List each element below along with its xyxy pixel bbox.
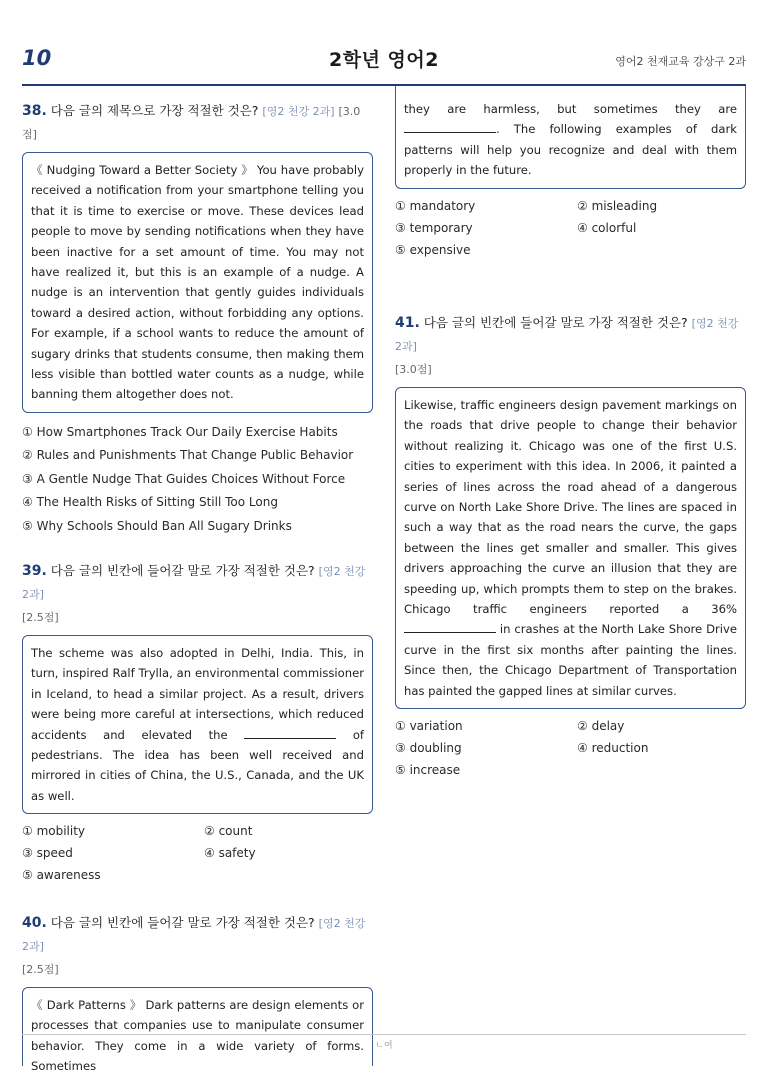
passage-text: 《 Dark Patterns 》 Dark patterns are design elements or processes that companies use to manipulate consumer behavior. They come in a wide variety of forms. Sometimes (31, 998, 364, 1074)
passage-text: Likewise, traffic engineers design pavement markings on the roads that drive people to change their behavior without realizing it. Chicago was one of the first U.S. cities to experiment with this idea. In 2006, it painted a series of lines across the road ahead of a dangerous curve on North Lake Shore Drive. The lines are spaced in such a way that as the road nears the curve, the gaps between the lines get smaller and smaller. This gives drivers approaching the curve an illusion that they are speeding up, which prompts them to step on the brakes. Chicago traffic engineers reported a 36% (404, 398, 737, 617)
answer-option[interactable]: ④ The Health Risks of Sitting Still Too Long (22, 495, 278, 510)
question-prompt: 다음 글의 빈칸에 들어갈 말로 가장 적절한 것은? (50, 915, 315, 930)
footer-divider (22, 1034, 746, 1035)
passage-box (22, 635, 373, 814)
question-header (22, 560, 373, 629)
answer-option[interactable]: ⑤ expensive (395, 242, 471, 257)
answer-option[interactable]: ④ reduction (577, 741, 649, 756)
answer-option[interactable]: ③ temporary (395, 220, 473, 235)
question-41 (395, 312, 746, 781)
answer-option[interactable]: ⑤ awareness (22, 868, 101, 883)
answer-option[interactable]: ⑤ Why Schools Should Ban All Sugary Drinks (22, 518, 292, 533)
passage-box (22, 987, 373, 1074)
answer-options (395, 715, 746, 781)
answer-option[interactable]: ③ doubling (395, 741, 462, 756)
passage-box (395, 86, 746, 189)
question-prompt: 다음 글의 빈칸에 들어갈 말로 가장 적절한 것은? (423, 315, 688, 330)
question-prompt: 다음 글의 제목으로 가장 적절한 것은? (50, 103, 259, 118)
question-points: [2.5점] (22, 611, 59, 624)
answer-options (22, 820, 373, 886)
answer-option[interactable]: ① variation (395, 719, 463, 734)
document-title: 2학년 영어2 (329, 49, 439, 71)
question-40-continued (395, 86, 746, 261)
page-header (22, 44, 746, 74)
answer-options (395, 195, 746, 261)
question-header (395, 312, 746, 381)
passage-text: they are harmless, but sometimes they are (404, 102, 737, 116)
answer-option[interactable]: ② Rules and Punishments That Change Public Behavior (22, 448, 354, 463)
question-header (22, 100, 373, 146)
question-tag: [영2 천강 2과] (395, 317, 739, 353)
question-38 (22, 100, 373, 538)
passage-text: of pedestrians. The idea has been well received and mirrored in cities of China, the U.S., Canada, and the UK as well. (31, 727, 365, 803)
question-points: [3.0점] (22, 105, 361, 141)
right-column (395, 86, 746, 778)
answer-option[interactable]: ② count (204, 824, 253, 839)
answer-blank (404, 121, 496, 133)
passage-text: 《 Nudging Toward a Better Society 》 You have probably received a notification from your smartphone telling you that it is time to exercise or move. These devices lead people to move by sending notifications when they have been inactive for a set amount of time. You may not have realized it, but this is an example of a nudge. A nudge is an intervention that gently guides individuals toward a desired action, without forbidding any options. For example, if a school wants to reduce the amount of sugary drinks that students consume, then making them less visible than bottled water counts as a nudge, while banning them altogether does not. (31, 163, 364, 402)
question-number: 39. (22, 563, 47, 579)
answer-options (22, 421, 373, 539)
passage-box (395, 387, 746, 709)
question-number: 40. (22, 915, 47, 931)
document-subtitle: 영어2 천재교육 강상구 2과 (615, 55, 746, 68)
footer-mark: ㄴ여 (375, 1041, 393, 1051)
answer-option[interactable]: ② misleading (577, 198, 658, 213)
answer-option[interactable]: ④ colorful (577, 220, 637, 235)
answer-option[interactable]: ② delay (577, 719, 625, 734)
answer-blank (244, 727, 336, 739)
question-number: 38. (22, 103, 47, 119)
answer-option[interactable]: ① mandatory (395, 198, 476, 213)
passage-box (22, 152, 373, 413)
question-points: [3.0점] (395, 363, 432, 376)
answer-option[interactable]: ③ speed (22, 846, 73, 861)
question-points: [2.5점] (22, 963, 59, 976)
question-tag: [영2 천강 2과] (262, 105, 335, 118)
question-number: 41. (395, 315, 420, 331)
page-number: 10 (22, 46, 52, 70)
answer-option[interactable]: ④ safety (204, 846, 256, 861)
question-39 (22, 560, 373, 886)
answer-option[interactable]: ⑤ increase (395, 763, 461, 778)
left-column (22, 100, 373, 1074)
passage-text: in crashes at the North Lake Shore Drive curve in the first six months after painting the lines. Since then, the Chicago Department of Transportation has painted the gapped lines at similar curves. (404, 622, 737, 698)
question-header (22, 912, 373, 981)
answer-option[interactable]: ① mobility (22, 824, 86, 839)
question-tag: [영2 천강 2과] (22, 565, 366, 601)
question-prompt: 다음 글의 빈칸에 들어갈 말로 가장 적절한 것은? (50, 563, 315, 578)
answer-blank (404, 621, 496, 633)
passage-text: The scheme was also adopted in Delhi, India. This, in turn, inspired Ralf Trylla, an environmental commissioner in Iceland, to head a similar project. As a result, drivers were being more careful at intersections, which reduced accidents and elevated the (31, 646, 364, 742)
answer-option[interactable]: ③ A Gentle Nudge That Guides Choices Without Force (22, 471, 346, 486)
question-tag: [영2 천강 2과] (22, 917, 366, 953)
passage-text: . The following examples of dark patterns will help you recognize and deal with them properly in the future. (404, 122, 737, 178)
answer-option[interactable]: ① How Smartphones Track Our Daily Exercise Habits (22, 424, 338, 439)
